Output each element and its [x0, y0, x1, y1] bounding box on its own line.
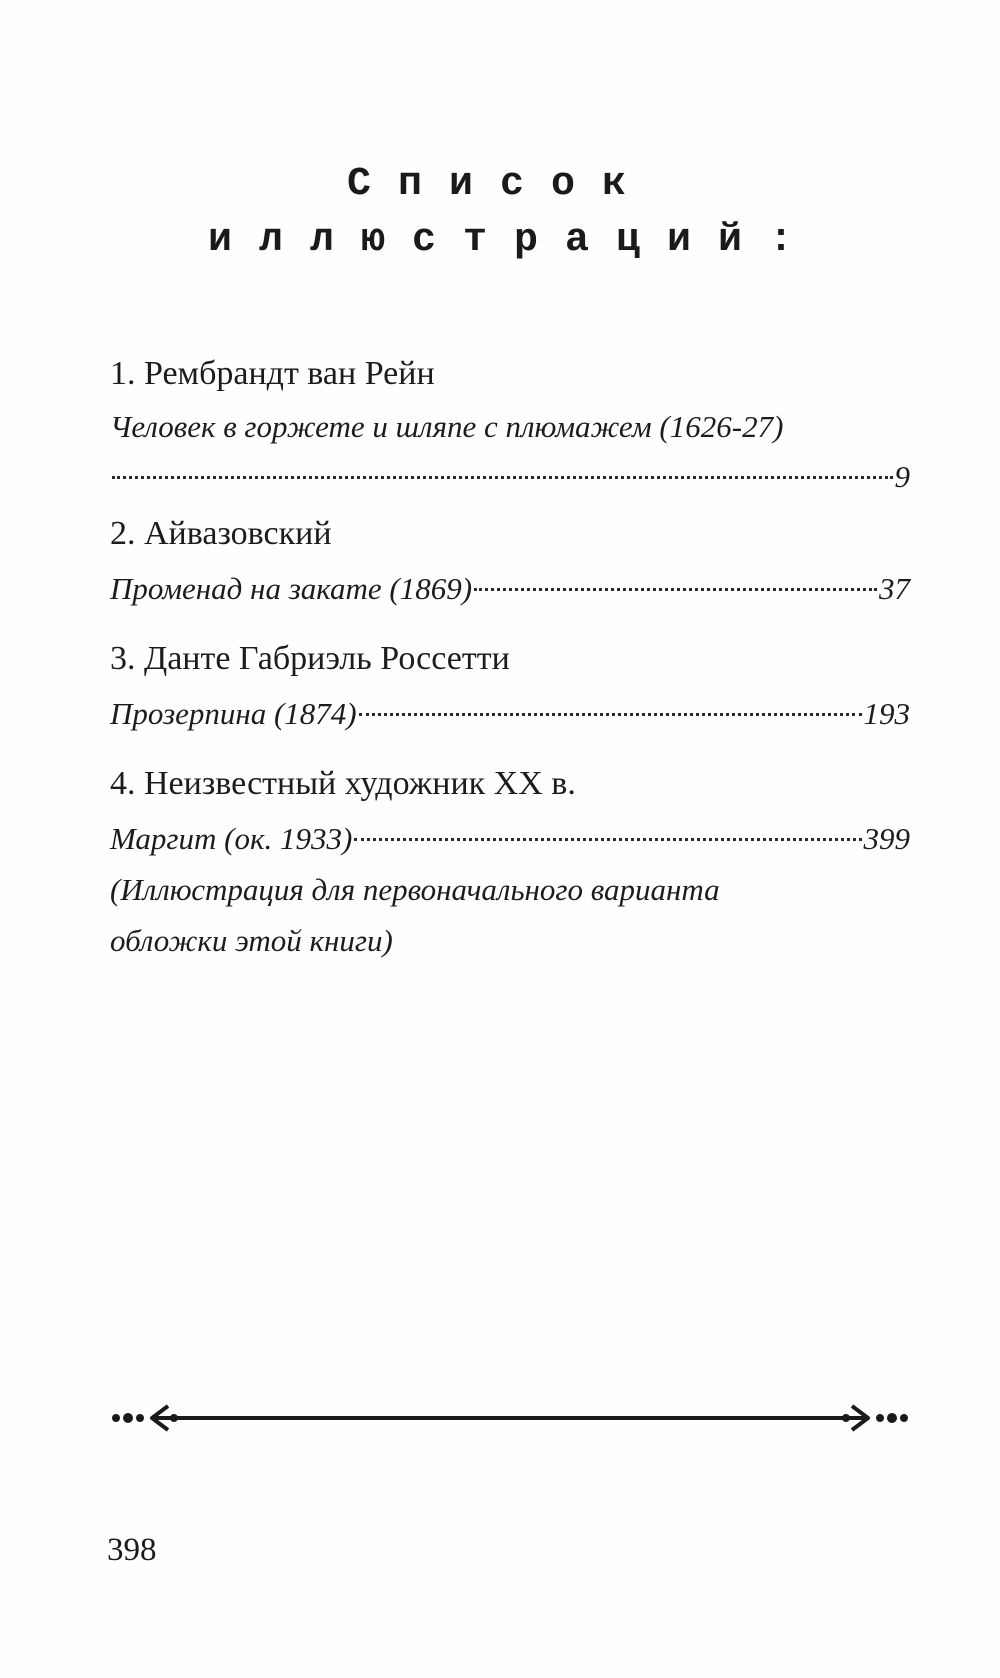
illustration-entry-3: [110, 635, 910, 739]
entry-work-line: [110, 689, 910, 739]
entry-work-line: [110, 814, 910, 864]
arrow-rule-divider-icon: [110, 1398, 910, 1438]
entry-leader-line: [110, 452, 910, 502]
entry-page-number: 37: [879, 571, 910, 606]
entry-page-number: 399: [863, 821, 910, 856]
illustration-entry-1: [110, 350, 910, 502]
heading-line-1: Список: [346, 162, 654, 207]
entry-page-number: 193: [863, 696, 910, 731]
entry-work-title: Променад на закате (1869): [110, 571, 473, 606]
dot-leader: [359, 713, 862, 716]
page-number: 398: [107, 1532, 157, 1568]
illustration-entry-2: [110, 510, 910, 614]
entry-page-number: 9: [894, 459, 910, 494]
entry-work-line: [110, 564, 910, 614]
entry-artist: 2. Айвазовский: [110, 515, 332, 552]
illustration-entry-4: [110, 760, 910, 966]
entry-work-title: Прозерпина (1874): [110, 696, 357, 731]
entry-note-line-1: (Иллюстрация для первоначального варианта: [110, 872, 720, 907]
entry-work-title: Маргит (ок. 1933): [110, 821, 353, 856]
entry-artist: 3. Данте Габриэль Россетти: [110, 640, 510, 677]
heading-line-2: иллюстраций:: [207, 218, 821, 263]
entry-work-title: Человек в горжете и шляпе с плюмажем (1626-27): [110, 409, 784, 444]
dot-leader: [112, 476, 893, 479]
dot-leader: [354, 838, 861, 841]
dot-leader: [474, 588, 877, 591]
entry-artist: 1. Рембрандт ван Рейн: [110, 355, 435, 392]
entry-note-line-2: обложки этой книги): [110, 923, 393, 958]
entry-artist: 4. Неизвестный художник XX в.: [110, 765, 576, 802]
